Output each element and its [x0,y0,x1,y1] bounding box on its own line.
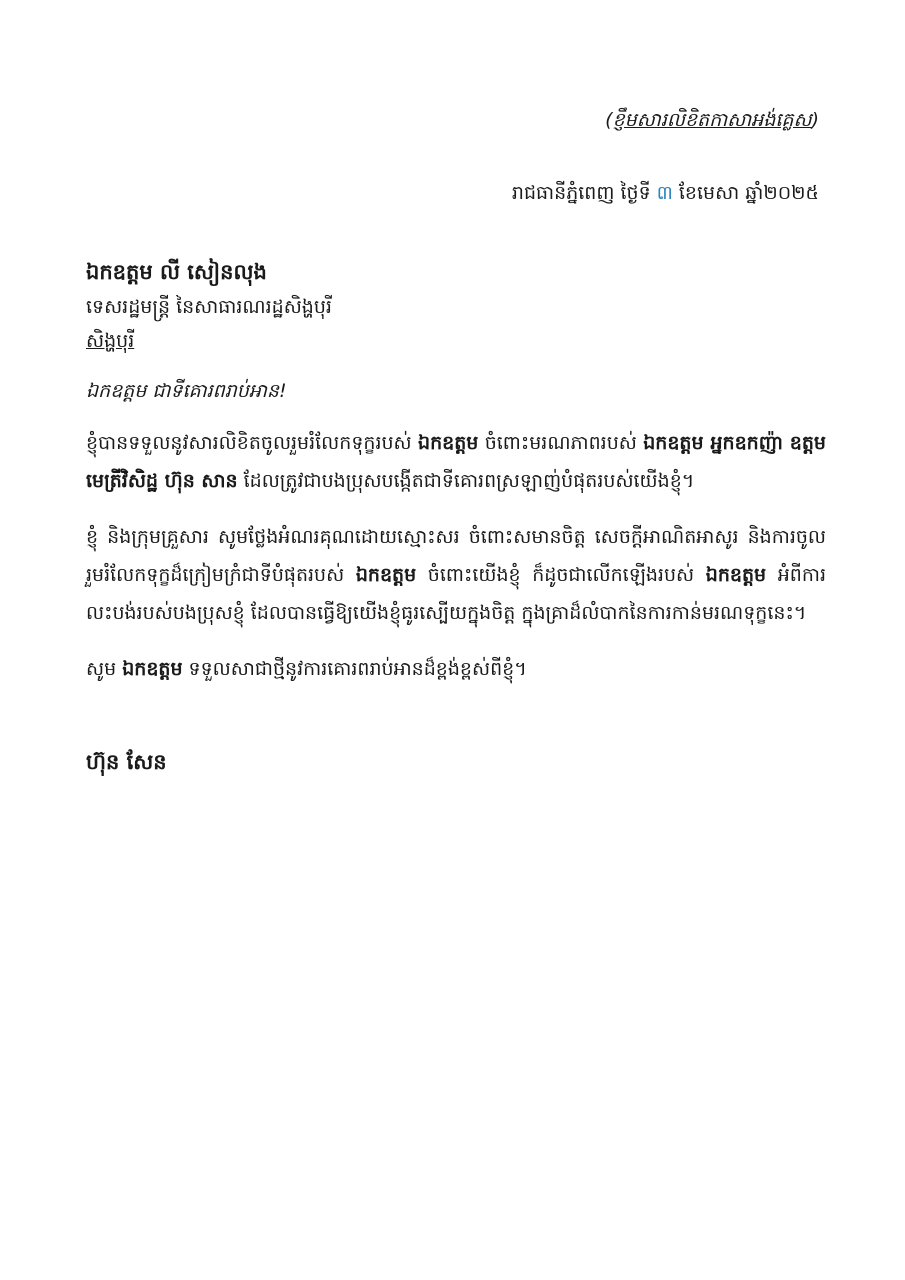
note-close-paren: ) [811,109,819,131]
p1-bold-1: ឯកឧត្តម [418,432,479,454]
date-line [512,176,819,210]
p1-text-1: ខ្ញុំបានទទួលនូវសារលិខិតចូលរួមរំលែកទុក្ខរបស់ [86,432,419,454]
signature-name: ហ៊ុន សែន [86,750,167,774]
p2-bold-2: ឯកឧត្តម [705,564,767,586]
paragraph-3 [86,650,826,688]
date-month-year: ខែមេសា ឆ្នាំ២០២៥ [678,182,819,204]
salutation: ឯកឧត្តម ជាទីគោរពរាប់អាន! [86,380,287,402]
p3-text-1: សូម [86,658,123,680]
p2-text-2: ចំពោះយើងខ្ញុំ ក៏ដូចជាលើកឡើងរបស់ [416,564,706,586]
recipient-title: ទេសរដ្ឋមន្ត្រី នៃសាធារណរដ្ឋសិង្ហបុរី [86,296,332,318]
p3-bold-1: ឯកឧត្តម [122,658,183,680]
paragraph-1 [86,424,826,500]
p3-text-2: ទទួលសាជាថ្មីនូវការគោរពរាប់អានដ៏ខ្ពង់ខ្ពស់ពីខ្ញុំ។ [182,658,527,680]
p1-text-2: ចំពោះមរណភាពរបស់ [478,432,644,454]
paragraph-2 [86,518,826,632]
p2-text-1: ខ្ញុំ និងក្រុមគ្រួសារ សូមថ្លែងអំណរគុណដោយស្មោះសរ ចំពោះសមានចិត្ត សេចក្តីអាណិតអាសូរ និងការចូលរួមរំលែកទុក្ខដ៏ក្រៀមក្រំជាទីបំផុតរបស់ [86,526,826,586]
p2-bold-1: ឯកឧត្តម [355,564,417,586]
recipient-block [86,254,826,358]
note-open-paren: ( [605,109,613,131]
date-place: រាជធានីភ្នំពេញ ថ្ងៃទី [511,182,651,204]
note-text: ខ្ញឹមសារលិខិតកាសាអង់គ្លេស [612,109,812,131]
date-day: ៣ [656,182,673,204]
p2-text-3: អំពីការលះបង់របស់បងប្រុសខ្ញុំ ដែលបានធ្វើឱ្យយើងខ្ញុំធូរស្បើយក្នុងចិត្ត ក្នុងគ្រាដ៏លំបាកនៃការកាន់មរណទុក្ខនេះ។ [86,564,826,624]
english-translation-note [605,104,819,136]
p1-text-3: ដែលត្រូវជាបងប្រុសបង្កើតជាទីគោរពស្រឡាញ់បំផុតរបស់យើងខ្ញុំ។ [237,470,695,492]
p1-bold-2: ឯកឧត្តម អ្នកឧកញ៉ា ឧត្តមមេត្រីវិសិដ្ឋ ហ៊ុន សាន [86,432,826,492]
recipient-place: សិង្ហបុរី [86,330,135,352]
letter-body [86,424,826,706]
recipient-name: ឯកឧត្តម លី សៀនលុង [86,260,267,284]
